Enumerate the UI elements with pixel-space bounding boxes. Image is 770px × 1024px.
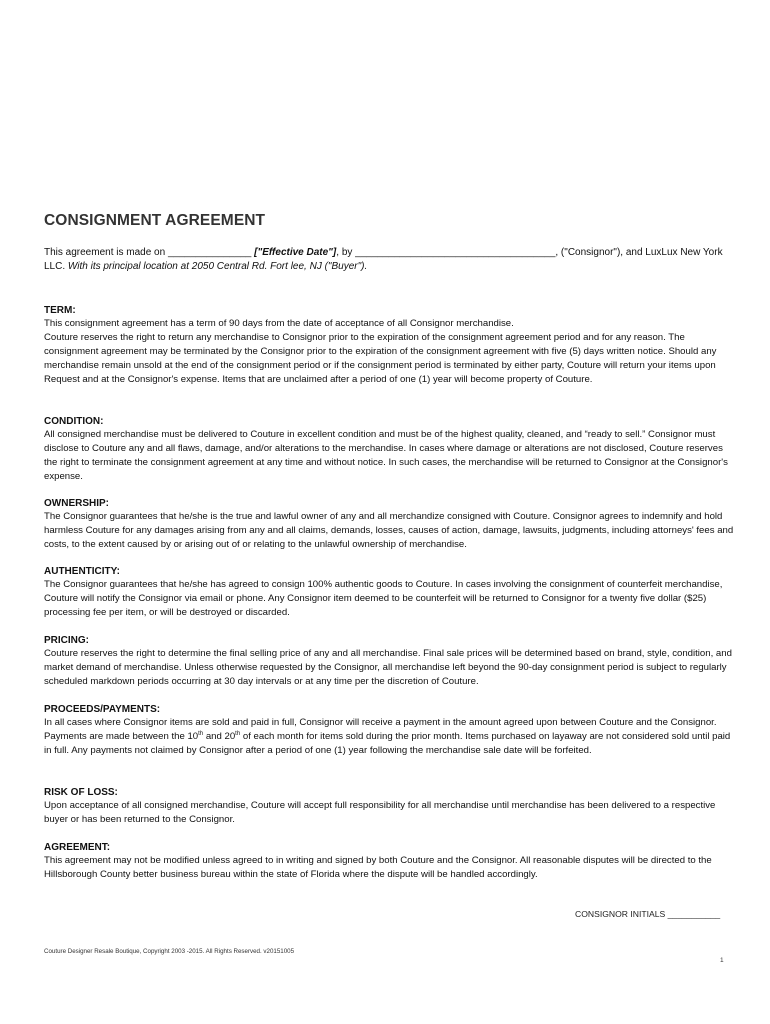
section-heading-condition: CONDITION: bbox=[44, 416, 104, 427]
consignor-initials-line: CONSIGNOR INITIALS ___________ bbox=[575, 909, 721, 919]
proceeds-text-2: and 20 bbox=[203, 731, 236, 743]
section-risk bbox=[44, 786, 734, 827]
section-ownership bbox=[44, 497, 734, 552]
term-line-3: Request and at the Consignor's expense. Items that are unclaimed after a period of one (1) year will become property of Couture. bbox=[44, 374, 593, 386]
section-heading-term: TERM: bbox=[44, 305, 76, 316]
document-title: CONSIGNMENT AGREEMENT bbox=[44, 212, 266, 229]
proceeds-sup-1: th bbox=[198, 730, 204, 737]
section-agreement bbox=[44, 841, 734, 882]
section-heading-pricing: PRICING: bbox=[44, 635, 89, 646]
section-heading-ownership: OWNERSHIP: bbox=[44, 498, 109, 509]
effective-date-label: ["Effective Date"] bbox=[254, 247, 337, 258]
section-pricing bbox=[44, 634, 734, 689]
section-body-proceeds bbox=[44, 716, 734, 758]
section-heading-risk: RISK OF LOSS: bbox=[44, 787, 118, 798]
section-proceeds bbox=[44, 703, 734, 758]
section-body-pricing: Couture reserves the right to determine the final selling price of any and all merchandise. Final sale prices will be determined based on brand, style, condition, and market demand of merchandise. Unless otherwise requested by the Consignor, all merchandise left beyond the 90-day consignment period is subject to regularly scheduled markdown periods occurring at 30 day intervals or at any time per the discretion of Couture. bbox=[44, 648, 732, 688]
section-term bbox=[44, 304, 734, 387]
copyright-footer: Couture Designer Resale Boutique, Copyright 2003 -2015. All Rights Reserved. v20151005 bbox=[44, 948, 295, 955]
intro-text-3: With its principal location at 2050 Central Rd. Fort lee, NJ ("Buyer"). bbox=[67, 261, 368, 273]
section-body-term bbox=[44, 317, 734, 387]
intro-text-1: This agreement is made on _______________ bbox=[44, 247, 255, 258]
section-body-authenticity: The Consignor guarantees that he/she has agreed to consign 100% authentic goods to Couture. In cases involving the consignment of counterfeit merchandise, Couture will notify the Consignor via email or phone. Any Consignor item deemed to be counterfeit will be returned to Consignor for a twenty five dollar ($25) processing fee per item, or will be destroyed or discarded. bbox=[44, 579, 723, 619]
section-body-risk: Upon acceptance of all consigned merchandise, Couture will accept full responsibility for all merchandise until merchandise has been delivered to a respective buyer or has been returned to the Consignor. bbox=[44, 800, 716, 826]
intro-paragraph bbox=[44, 246, 724, 274]
section-body-condition: All consigned merchandise must be delivered to Couture in excellent condition and must be of the highest quality, cleaned, and “ready to sell.” Consignor must disclose to Couture any and all flaws, damage, and/or alterations to the merchandise. In cases where damage or alterations are not disclosed, Couture reserves the right to terminate the consignment agreement at any time and without notice. In such cases, the merchandise will be returned to Consignor at the Consignor's expense. bbox=[44, 429, 728, 483]
term-line-2: Couture reserves the right to return any merchandise to Consignor prior to the expiration of the consignment agreement period and for any reason. The consignment agreement may be terminated by the Consignor prior to the expiration of the consignment agreement with five (5) days written notice. Should any merchandise remain unsold at the end of the consignment period or if the consignment period is terminated by either party, Couture will return your items upon bbox=[44, 332, 717, 372]
intro-text-2: , by ____________________________________, ("Consignor"), and LuxLux New York LLC. bbox=[44, 247, 723, 273]
proceeds-text-1: In all cases where Consignor items are sold and paid in full, Consignor will receive a payment in the amount agreed upon between Couture and the Consignor. Payments are made between the 10 bbox=[44, 717, 717, 743]
section-body-ownership: The Consignor guarantees that he/she is the true and lawful owner of any and all merchandize consigned with Couture. Consignor agrees to indemnify and hold harmless Couture for any damages arising from any and all claims, demands, losses, causes of action, damage, lawsuits, judgments, including attorneys' fees and costs, to the extent caused by or arising out of or relating to the unlawful ownership of merchandise. bbox=[44, 511, 734, 551]
section-heading-authenticity: AUTHENTICITY: bbox=[44, 566, 120, 577]
term-line-1: This consignment agreement has a term of 90 days from the date of acceptance of all Consignor merchandise. bbox=[44, 318, 514, 329]
section-condition bbox=[44, 415, 734, 484]
proceeds-sup-2: th bbox=[235, 730, 241, 737]
page-number: 1 bbox=[720, 957, 724, 964]
section-authenticity bbox=[44, 565, 734, 620]
proceeds-text-3: of each month for items sold during the prior month. Items purchased on layaway are not considered sold until paid in full. Any payments not claimed by Consignor after a period of one (1) year following the merchandise sale date will be forfeited. bbox=[44, 731, 731, 757]
section-heading-proceeds: PROCEEDS/PAYMENTS: bbox=[44, 704, 161, 715]
section-body-agreement: This agreement may not be modified unless agreed to in writing and signed by both Couture and the Consignor. All reasonable disputes will be directed to the Hillsborough County better business bureau within the state of Florida where the dispute will be handled accordingly. bbox=[44, 855, 712, 881]
section-heading-agreement: AGREEMENT: bbox=[44, 842, 111, 853]
